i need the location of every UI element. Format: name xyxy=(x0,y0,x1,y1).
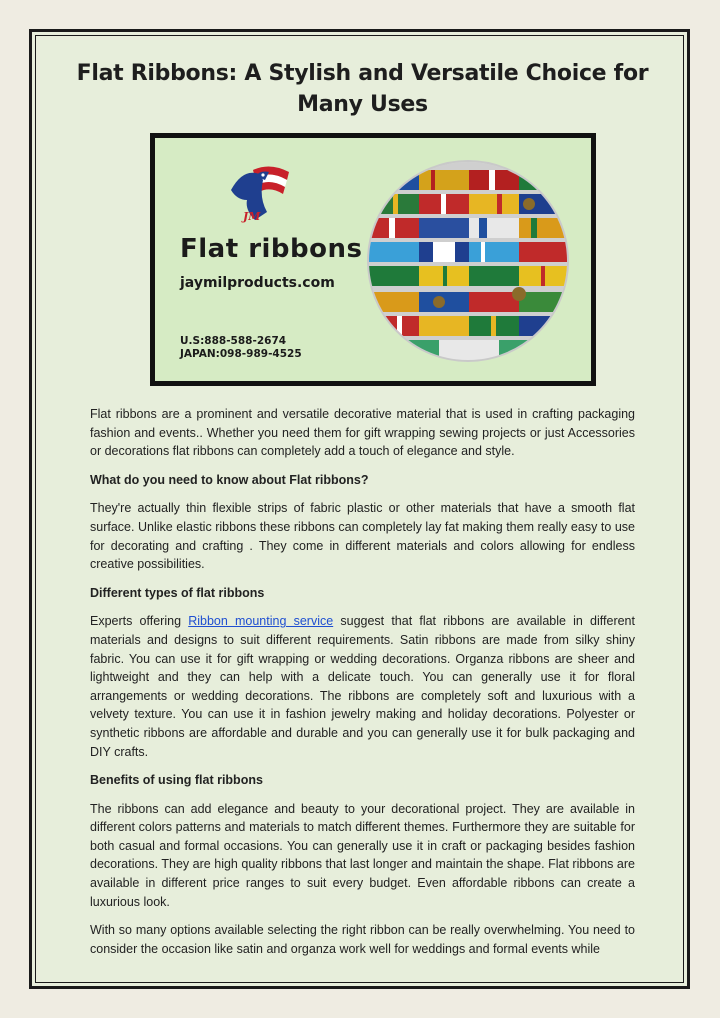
banner-content xyxy=(155,138,591,381)
svg-text:JM: JM xyxy=(243,210,261,223)
section-heading-benefits: Benefits of using flat ribbons xyxy=(90,773,263,788)
banner-phone-us: U.S:888-588-2674 xyxy=(180,335,287,347)
paragraph-selecting: With so many options available selecting the right ribbon can be really overwhelming. You need to consider the occasion like satin and organza work well for weddings and formal events while xyxy=(90,923,635,956)
paragraph-types xyxy=(90,612,635,761)
eagle-flag-logo-icon xyxy=(225,160,295,230)
section-heading-what: What do you need to know about Flat ribbons? xyxy=(90,472,369,487)
paragraph-what: They're actually thin flexible strips of fabric plastic or other materials that have a smooth flat surface. Unlike elastic ribbons these ribbons can completely lay fat making them really easy to use for decorating and crafting . They come in different materials and colors allowing for endless creative possibilities. xyxy=(90,501,635,572)
ribbon-mounting-service-link[interactable]: Ribbon mounting service xyxy=(188,614,334,629)
paragraph-types-rest: suggest that flat ribbons are available in different materials and designs to suit different requirements. Satin ribbons are made from silky shiny fabric. You can use it for gift wrapping or wedding decorations. Organza ribbons are sheer and lightweight and they can help with a delicate touch. You can generally use it for floral arrangements or wedding decorations. The ribbons are completely soft and luxurious with a velvety texture. You can use it in fashion jewelry making and holiday decorations. Polyester or synthetic ribbons are affordable and durable and you can generally use it for bulk packaging and DIY crafts. xyxy=(90,614,635,759)
banner-image xyxy=(150,133,596,386)
banner-phone-japan: JAPAN:098-989-4525 xyxy=(180,348,302,360)
article-body xyxy=(90,405,635,968)
paragraph-benefits: The ribbons can add elegance and beauty to your decorational project. They are available in different colors patterns and materials to match different themes. Furthermore they are suitable for both casual and formal occasions. You can generally use it in craft or packaging besides fashion decorations. They are high quality ribbons that last longer and maintain the shape. Flat ribbons are available in different price ranges to suit every budget. Even affordable ribbons can create a luxurious look. xyxy=(90,801,635,909)
intro-paragraph: Flat ribbons are a prominent and versatile decorative material that is used in crafting packaging fashion and events.. Whether you need them for gift wrapping sewing projects or just Accessories or decorations flat ribbons can completely add a touch of elegance and style. xyxy=(90,407,635,459)
banner-heading: Flat ribbons xyxy=(180,234,363,264)
ribbon-photo xyxy=(367,160,569,362)
document-page xyxy=(29,29,690,989)
page-title: Flat Ribbons: A Stylish and Versatile Choice for Many Uses xyxy=(76,61,649,117)
ribbon-bars-image-icon xyxy=(369,162,567,360)
paragraph-types-lead: Experts offering xyxy=(90,614,189,629)
section-heading-types: Different types of flat ribbons xyxy=(90,585,265,600)
banner-website: jaymilproducts.com xyxy=(180,275,335,291)
